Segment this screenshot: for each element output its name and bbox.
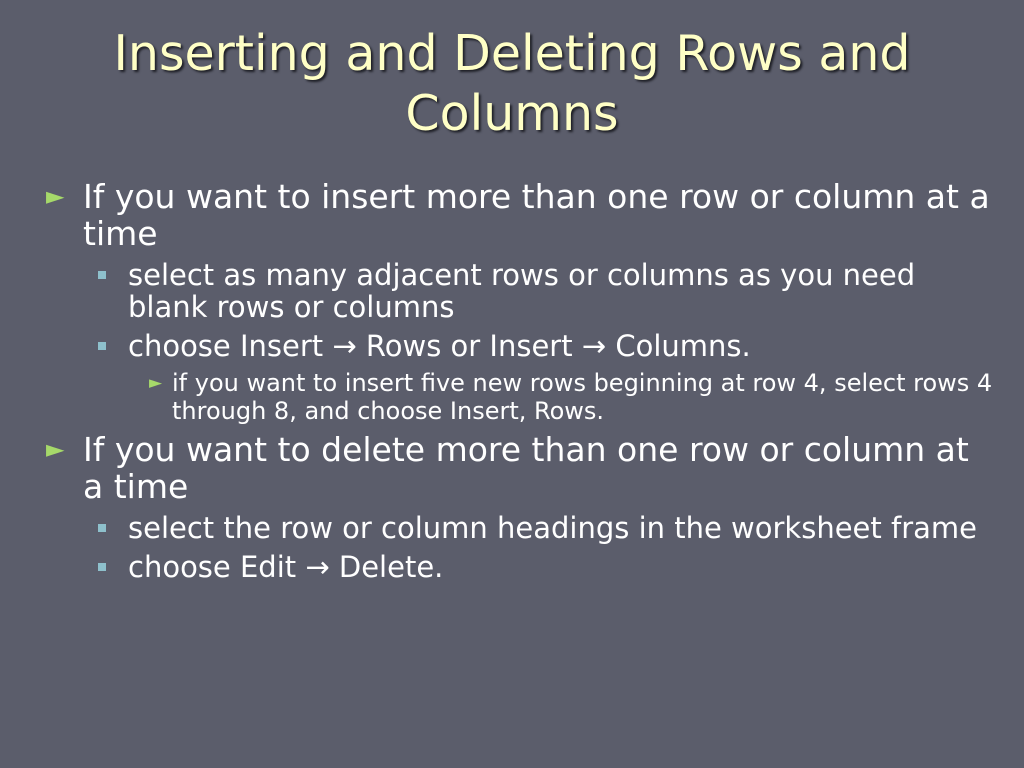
sub-bullet-text: select the row or column headings in the worksheet frame (128, 511, 977, 545)
sub-bullet-text: select as many adjacent rows or columns as you need blank rows or columns (128, 258, 916, 324)
slide-body (46, 178, 996, 590)
bullet-text: If you want to delete more than one row or column at a time (83, 430, 969, 506)
triangle-arrow-icon: ► (46, 182, 65, 210)
sub-sub-bullet-text: if you want to insert five new rows beginning at row 4, select rows 4 through 8, and choose Insert, Rows. (172, 369, 993, 425)
bullet-item-insert (46, 178, 996, 252)
triangle-arrow-icon: ► (46, 435, 65, 463)
sub-sub-bullet-item (46, 369, 996, 425)
slide-title: Inserting and Deleting Rows and Columns (113, 25, 911, 142)
square-bullet-icon (98, 342, 106, 350)
sub-bullet-item (46, 259, 996, 323)
sub-bullet-item (46, 512, 996, 544)
bullet-item-delete (46, 431, 996, 505)
triangle-arrow-icon: ► (149, 373, 163, 393)
square-bullet-icon (98, 563, 106, 571)
square-bullet-icon (98, 271, 106, 279)
sub-bullet-item (46, 551, 996, 583)
sub-bullet-item (46, 330, 996, 362)
sub-bullet-text: choose Edit → Delete. (128, 550, 444, 584)
bullet-text: If you want to insert more than one row or column at a time (83, 177, 990, 253)
sub-bullet-text: choose Insert → Rows or Insert → Columns. (128, 329, 751, 363)
square-bullet-icon (98, 524, 106, 532)
